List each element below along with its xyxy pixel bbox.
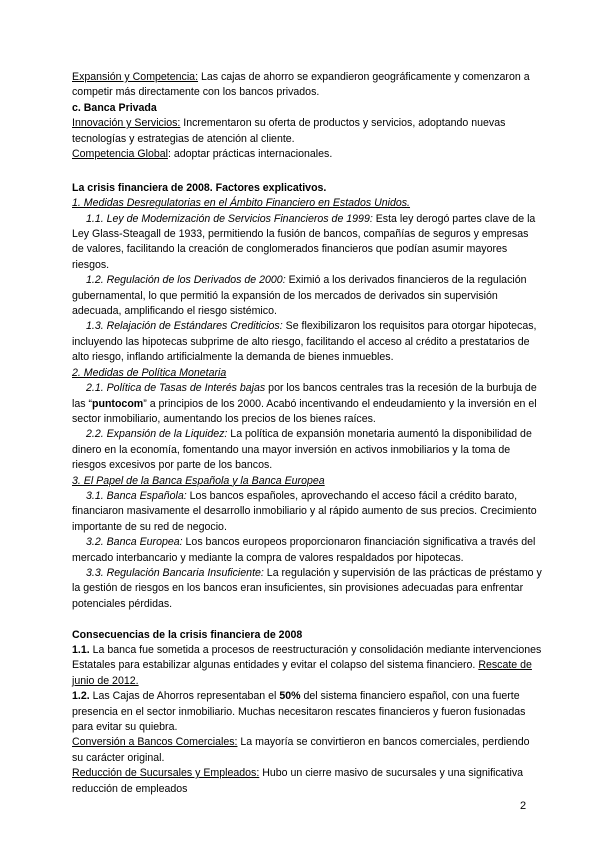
text-expansion: Las cajas de ahorro se expandieron geográficamente y comenzaron a competir más directamente con los bancos privados.	[72, 71, 530, 99]
text-1-3: Se flexibilizaron los requisitos para otorgar hipotecas, incluyendo las hipotecas subprime de alto riesgo, facilitando el acceso al crédito a prestatarios de alto riesgo, inflando artificialmente la demanda de bienes inmuebles.	[72, 320, 537, 364]
paragraph-consecuencia-1	[72, 643, 542, 689]
paragraph-1-1	[72, 212, 542, 274]
paragraph-1-3	[72, 319, 542, 365]
paragraph-1-2	[72, 273, 542, 319]
paragraph-3-3	[72, 566, 542, 612]
term-1-1: 1.1. Ley de Modernización de Servicios Financieros de 1999:	[86, 212, 373, 225]
section-title-2: 2. Medidas de Política Monetaria	[72, 366, 227, 379]
text-3-1: Los bancos españoles, aprovechando el acceso fácil a crédito barato, financiaron masivamente el desarrollo inmobiliario y al rápido aumento de sus precios. Crecimiento importante de su red de negocio.	[72, 489, 537, 533]
num-1-1: 1.1.	[72, 644, 90, 656]
term-innovacion: Innovación y Servicios:	[72, 117, 181, 130]
heading-banca-privada: c. Banca Privada	[72, 101, 157, 114]
text-1-2: Eximió a los derivados financieros de la regulación gubernamental, lo que permitió la expansión de los mercados de derivados sin supervisión adecuada, amplificando el riesgo sistémico.	[72, 274, 527, 318]
term-3-3: 3.3. Regulación Bancaria Insuficiente:	[86, 566, 264, 579]
heading-consecuencias: Consecuencias de la crisis financiera de 2008	[72, 628, 303, 641]
term-1-2: 1.2. Regulación de los Derivados de 2000:	[86, 274, 286, 287]
text-3-3: La regulación y supervisión de las prácticas de préstamo y la gestión de riesgos en los bancos eran insuficientes, sin provisiones adecuadas para enfrentar potenciales pérdidas.	[72, 566, 542, 610]
term-2-1: 2.1. Política de Tasas de Interés bajas	[86, 382, 266, 395]
paragraph-reduccion	[72, 766, 542, 797]
term-puntocom: puntocom	[92, 397, 144, 410]
section-title-3: 3. El Papel de la Banca Española y la Banca Europea	[72, 474, 325, 487]
page-number: 2	[520, 800, 527, 812]
text-c-1: La banca fue sometida a procesos de reestructuración y consolidación mediante intervenciones Estatales para estabilizar algunas entidades y evitar el colapso del sistema financiero.	[72, 644, 542, 672]
paragraph-conversion	[72, 735, 542, 766]
percent-50: 50%	[279, 690, 301, 703]
term-expansion: Expansión y Competencia:	[72, 71, 199, 83]
term-competencia-global: Competencia Global	[72, 148, 168, 161]
paragraph-expansion	[72, 70, 542, 101]
section-title-1: 1. Medidas Desregulatorias en el Ámbito Financiero en Estados Unidos.	[72, 197, 411, 210]
term-3-2: 3.2. Banca Europea:	[86, 536, 183, 549]
text-1-1: Esta ley derogó partes clave de la Ley Glass-Steagall de 1933, permitiendo la fusión de bancos, compañías de seguros y empresas de valores, facilitando la creación de conglomerados financieros que podían asumir mayores riesgos.	[72, 212, 536, 271]
rescate-link: Rescate de junio de 2012.	[72, 659, 532, 687]
paragraph-3-2	[72, 535, 542, 566]
term-conversion: Conversión a Bancos Comerciales:	[72, 736, 238, 749]
text-3-2: Los bancos europeos proporcionaron financiación significativa a través del mercado interbancario y mediante la compra de valores respaldados por hipotecas.	[72, 536, 536, 564]
text-innovacion: Incrementaron su oferta de productos y servicios, adoptando nuevas tecnologías y estrategias de atención al cliente.	[72, 117, 506, 145]
paragraph-3-1	[72, 489, 542, 535]
paragraph-2-2	[72, 427, 542, 473]
paragraph-consecuencia-2	[72, 689, 542, 735]
term-3-1: 3.1. Banca Española:	[86, 489, 187, 502]
text-c-2a: Las Cajas de Ahorros representaban el	[89, 690, 280, 703]
heading-crisis: La crisis financiera de 2008. Factores explicativos.	[72, 181, 327, 194]
text-2-1a: por los bancos centrales tras la recesión de la burbuja de las “	[72, 382, 537, 410]
num-1-2: 1.2.	[72, 690, 90, 703]
paragraph-2-1	[72, 381, 542, 427]
text-c-2b: del sistema financiero español, con una fuerte presencia en el sector inmobiliario. Muchas necesitaron rescates financieros y fueron fusionadas para evitar su quiebra.	[72, 690, 526, 734]
term-2-2: 2.2. Expansión de la Liquidez:	[86, 428, 228, 441]
text-2-2: La política de expansión monetaria aumentó la disponibilidad de dinero en la economía, fomentando una mayor inversión en activos inmobiliarios y la toma de riesgos excesivos por parte de los bancos.	[72, 428, 532, 472]
text-competencia-global: : adoptar prácticas internacionales.	[168, 148, 333, 161]
paragraph-innovacion	[72, 116, 542, 147]
text-2-1b: ” a principios de los 2000. Acabó incentivando el endeudamiento y la inversión en el sector inmobiliario, aumentando los precios de los bienes raíces.	[72, 397, 537, 425]
term-1-3: 1.3. Relajación de Estándares Crediticios:	[86, 320, 283, 333]
term-reduccion: Reducción de Sucursales y Empleados:	[72, 767, 260, 780]
document-page	[72, 70, 542, 797]
paragraph-competencia-global	[72, 147, 542, 162]
text-reduccion: Hubo un cierre masivo de sucursales y una significativa reducción de empleados	[72, 767, 524, 795]
text-conversion: La mayoría se convirtieron en bancos comerciales, perdiendo su carácter original.	[72, 736, 530, 764]
